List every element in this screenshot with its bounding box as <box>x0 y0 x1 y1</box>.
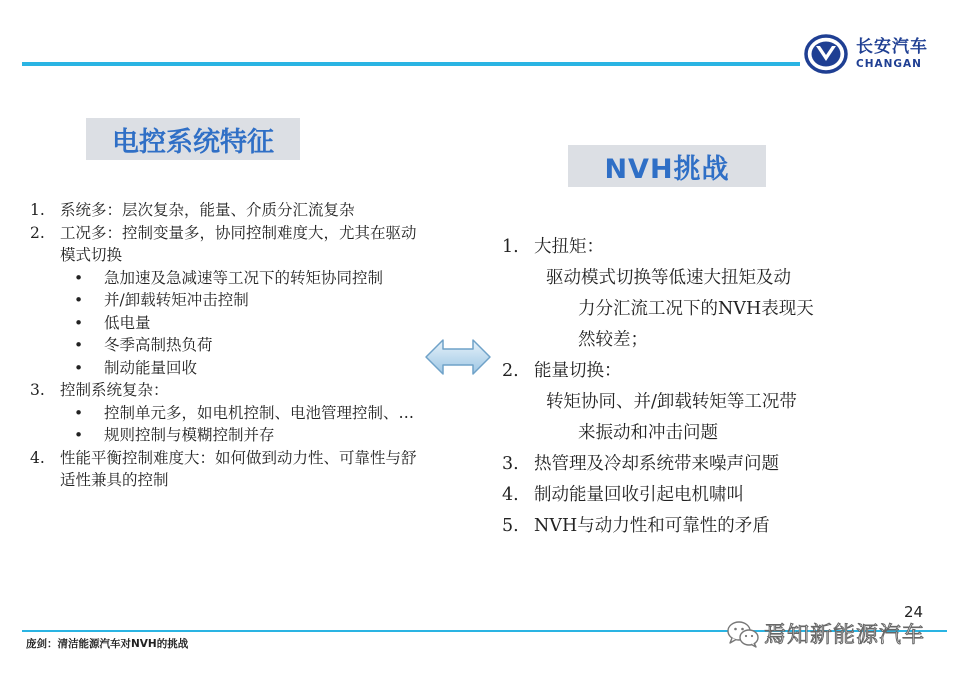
watermark <box>726 618 925 649</box>
list-item: 1. 系统多：层次复杂，能量、介质分汇流复杂 <box>30 201 355 219</box>
sub-list-item: • 制动能量回收 <box>30 357 420 380</box>
list-item: 2. 工况多：控制变量多，协同控制难度大，尤其在驱动模式切换 <box>30 223 417 264</box>
list-item: 4. 制动能量回收引起电机啸叫 <box>502 485 744 505</box>
bullet-icon: • <box>74 291 84 309</box>
list-item-detail: 来振动和冲击问题 <box>578 423 718 443</box>
list-item-detail: 然较差； <box>578 330 648 350</box>
double-arrow-icon <box>424 338 492 376</box>
logo-english-name: CHANGAN <box>856 57 922 70</box>
left-panel-title: 电控系统特征 <box>86 118 300 160</box>
sub-list-item: • 冬季高制热负荷 <box>30 334 420 357</box>
list-item: 5. NVH与动力性和可靠性的矛盾 <box>502 516 770 536</box>
list-item: 1. 大扭矩： <box>502 237 604 257</box>
right-panel-list <box>502 232 872 542</box>
sub-list-item: • 低电量 <box>30 312 420 335</box>
left-panel-list <box>30 199 420 492</box>
list-item-detail: 力分汇流工况下的NVH表现天 <box>578 299 814 319</box>
list-item: 4. 性能平衡控制难度大：如何做到动力性、可靠性与舒适性兼具的控制 <box>30 448 417 489</box>
bullet-icon: • <box>74 358 84 377</box>
sub-list-item: • 急加速及急减速等工况下的转矩协同控制 <box>30 267 420 290</box>
bullet-icon: • <box>74 336 84 354</box>
list-item: 3. 热管理及冷却系统带来噪声问题 <box>502 454 779 474</box>
bullet-icon: • <box>74 313 84 332</box>
sub-list-item: • 并/卸载转矩冲击控制 <box>30 289 420 312</box>
list-item-detail: 转矩协同、并/卸载转矩等工况带 <box>546 392 797 412</box>
header-rule <box>22 62 800 66</box>
bullet-icon: • <box>74 268 84 287</box>
logo-chinese-name: 长安汽车 <box>856 36 928 57</box>
footer-caption: 庞剑：清洁能源汽车对NVH的挑战 <box>26 638 189 650</box>
changan-logo <box>804 34 928 74</box>
right-panel-title: NVH挑战 <box>568 145 766 187</box>
watermark-text: 焉知新能源汽车 <box>764 623 926 648</box>
sub-list-item: • 规则控制与模糊控制并存 <box>30 424 420 447</box>
list-item: 3. 控制系统复杂： <box>30 381 169 399</box>
list-item: 2. 能量切换： <box>502 361 622 381</box>
changan-emblem-icon <box>804 34 848 74</box>
wechat-icon <box>726 620 760 648</box>
sub-list-item: • 控制单元多，如电机控制、电池管理控制、… <box>30 402 420 425</box>
bullet-icon: • <box>74 426 84 444</box>
list-item-detail: 驱动模式切换等低速大扭矩及动 <box>546 268 791 288</box>
page-number: 24 <box>904 603 924 621</box>
bullet-icon: • <box>74 403 84 422</box>
